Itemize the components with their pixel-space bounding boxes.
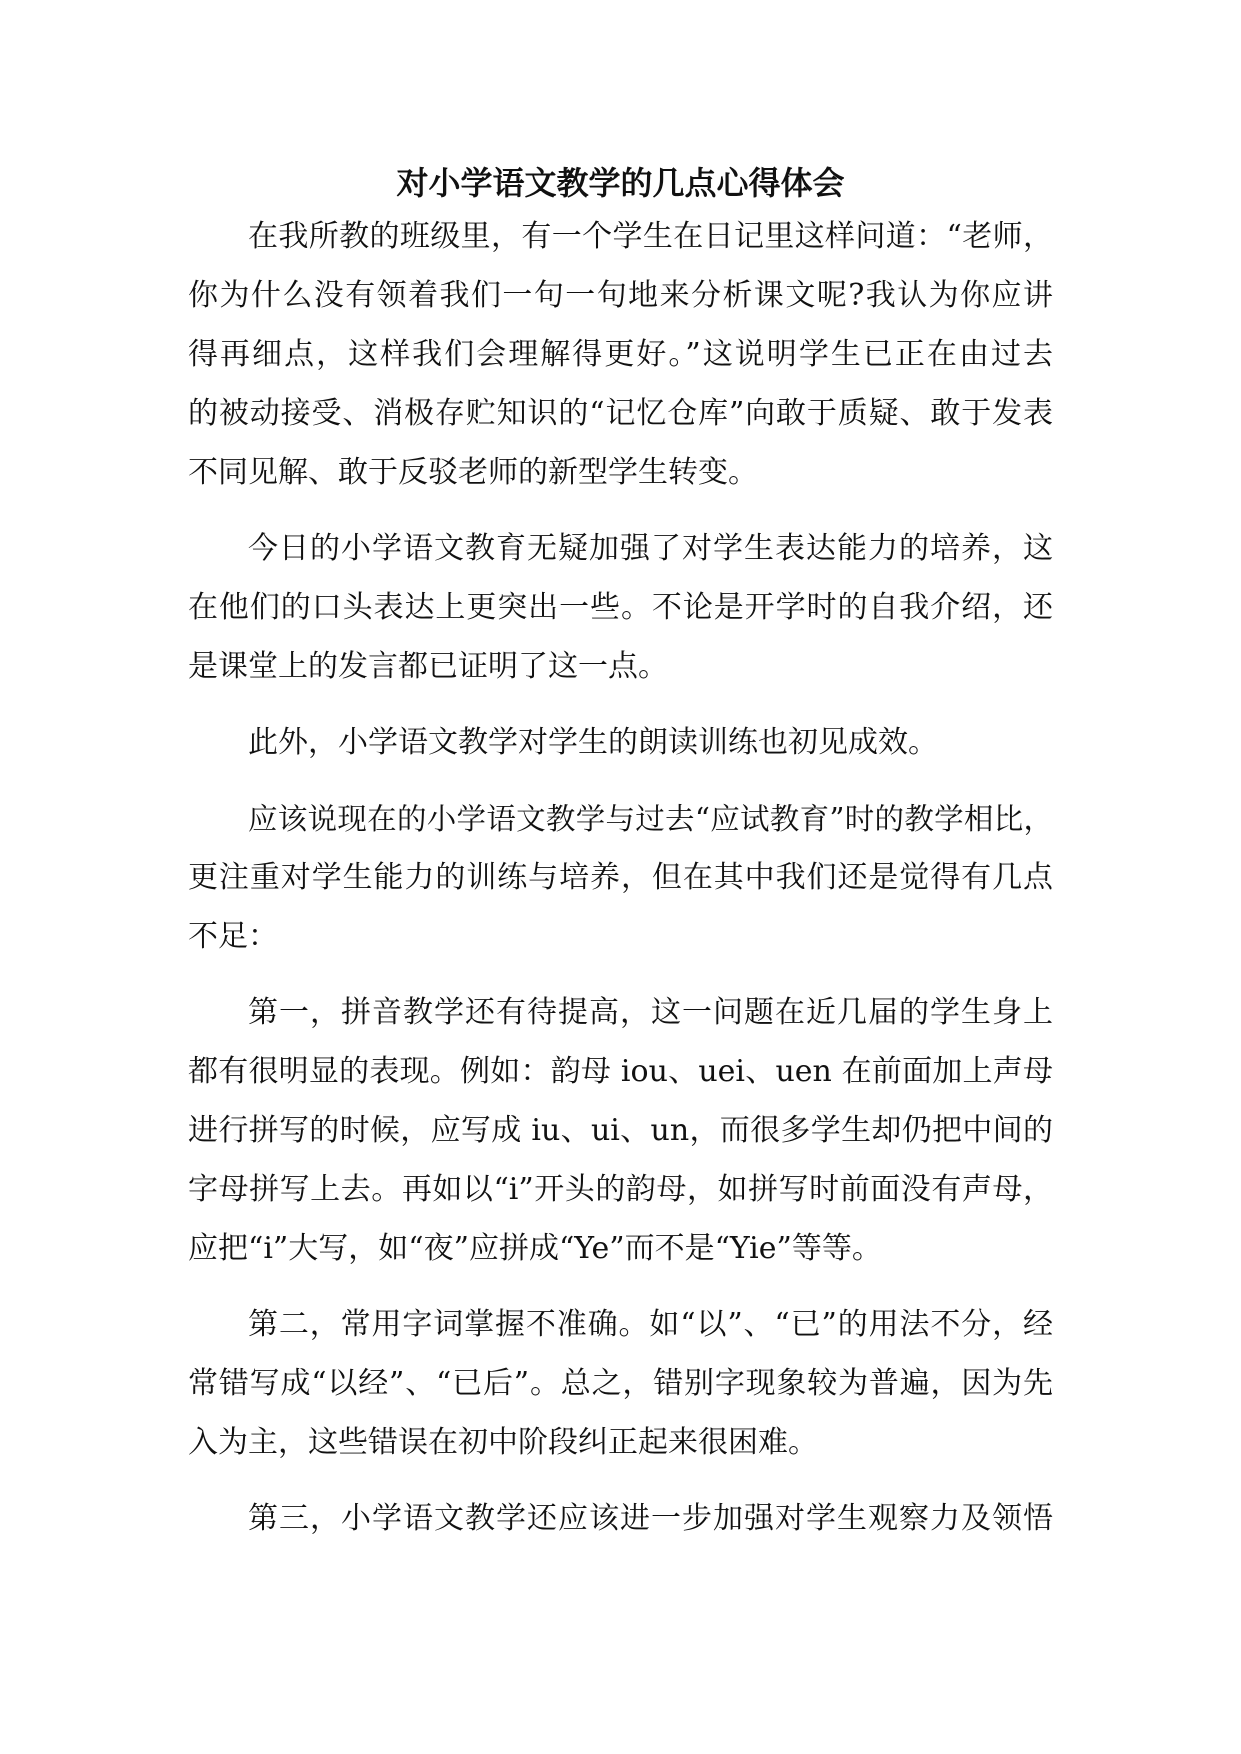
text-line: 今日的小学语文教育无疑加强了对学生表达能力的培养，这 — [248, 531, 1053, 566]
text-line: 你为什么没有领着我们一句一句地来分析课文呢?我认为你应讲 — [188, 278, 1053, 313]
text-line: 在我所教的班级里，有一个学生在日记里这样问道：“老师， — [248, 219, 1053, 254]
text-line: 不同见解、敢于反驳老师的新型学生转变。 — [188, 455, 758, 490]
text-line: 更注重对学生能力的训练与培养，但在其中我们还是觉得有几点 — [188, 860, 1053, 895]
text-line: 在他们的口头表达上更突出一些。不论是开学时的自我介绍，还 — [188, 590, 1053, 625]
text-line: 应该说现在的小学语文教学与过去“应试教育”时的教学相比， — [248, 802, 1053, 836]
text-line: 是课堂上的发言都已证明了这一点。 — [188, 649, 668, 684]
text-line: 进行拼写的时候，应写成 iu、ui、un，而很多学生却仍把中间的 — [188, 1113, 1053, 1148]
text-line: 常错写成“以经”、“已后”。总之，错别字现象较为普遍，因为先 — [188, 1366, 1053, 1401]
text-line: 应把“i”大写，如“夜”应拼成“Ye”而不是“Yie”等等。 — [188, 1231, 882, 1266]
text-line: 得再细点，这样我们会理解得更好。”这说明学生已正在由过去 — [188, 337, 1053, 372]
text-line: 入为主，这些错误在初中阶段纠正起来很困难。 — [188, 1425, 818, 1460]
text-line: 此外，小学语文教学对学生的朗读训练也初见成效。 — [248, 725, 938, 760]
text-line: 都有很明显的表现。例如：韵母 iou、uei、uen 在前面加上声母 — [188, 1054, 1053, 1089]
text-line: 不足： — [188, 919, 278, 954]
text-line: 第三，小学语文教学还应该进一步加强对学生观察力及领悟 — [248, 1501, 1053, 1536]
text-line: 第二，常用字词掌握不准确。如“以”、“已”的用法不分，经 — [248, 1307, 1053, 1342]
text-line: 字母拼写上去。再如以“i”开头的韵母，如拼写时前面没有声母， — [188, 1172, 1053, 1207]
document-title: 对小学语文教学的几点心得体会 — [396, 164, 845, 202]
text-line: 的被动接受、消极存贮知识的“记忆仓库”向敢于质疑、敢于发表 — [188, 396, 1053, 431]
text-line: 第一，拼音教学还有待提高，这一问题在近几届的学生身上 — [248, 995, 1053, 1030]
